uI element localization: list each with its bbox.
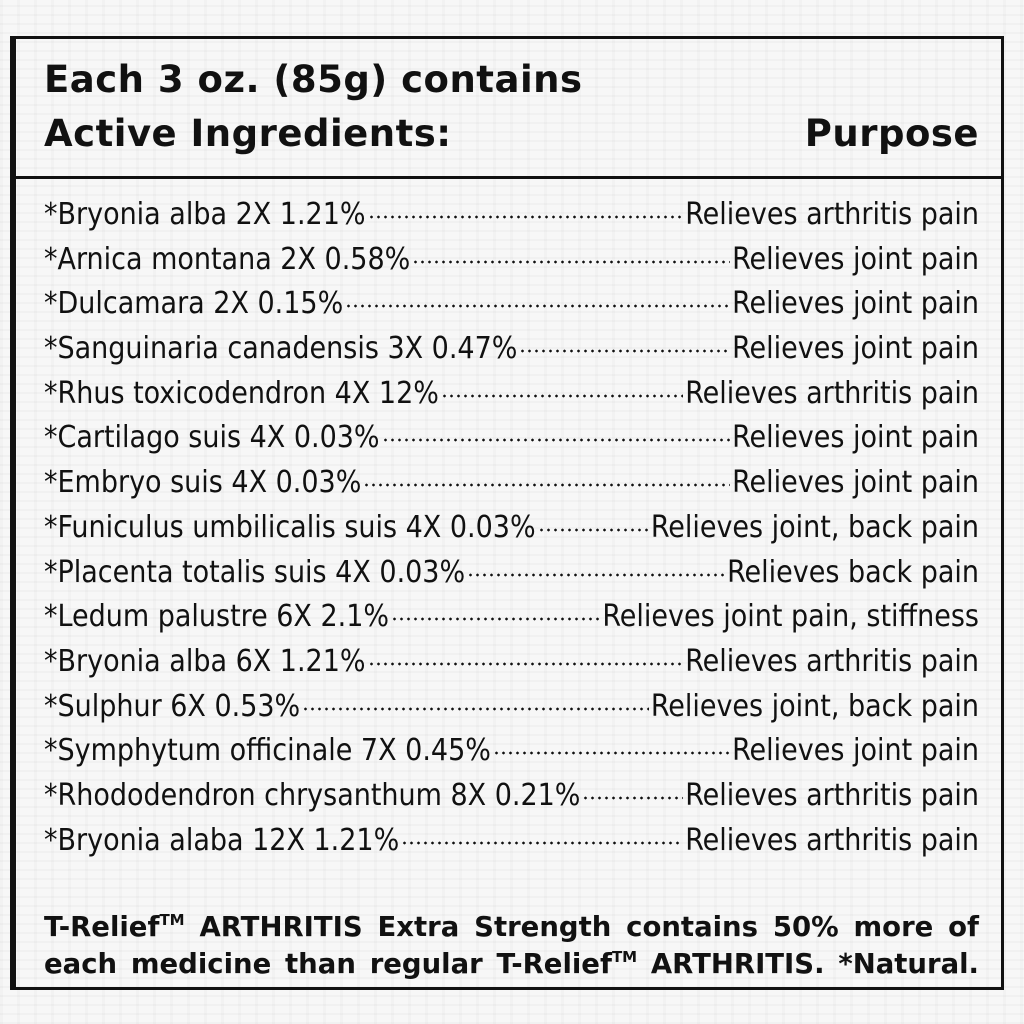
dot-leader [401,820,683,848]
dot-leader [467,552,725,580]
purpose-heading: Purpose [804,112,979,155]
ingredient-name: *Rhododendron chrysanthum 8X 0.21% [44,777,581,813]
ingredient-purpose: Relieves joint pain [732,733,979,769]
ingredient-purpose: Relieves arthritis pain [685,643,979,679]
ingredient-row [44,417,979,462]
ingredient-row [44,596,979,641]
ingredient-row [44,686,979,731]
footer-line-2: each medicine than regular T-Relief™ ARTHRITIS. *Natural. [44,948,980,981]
ingredient-name: *Funiculus umbilicalis suis 4X 0.03% [44,509,536,545]
ingredient-name: *Sulphur 6X 0.53% [44,688,301,724]
ingredient-purpose: Relieves arthritis pain [685,197,979,232]
ingredient-purpose: Relieves arthritis pain [685,822,979,858]
ingredient-name: *Bryonia alaba 12X 1.21% [44,822,400,858]
ingredient-purpose: Relieves joint, back pain [650,509,979,545]
ingredient-name: *Rhus toxicodendron 4X 12% [44,375,439,411]
ingredient-row [44,239,979,284]
ingredient-name: *Bryonia alba 2X 1.21% [44,197,366,232]
ingredient-name: *Placenta totalis suis 4X 0.03% [44,554,466,590]
dot-leader [441,373,683,401]
dot-leader [363,462,730,490]
ingredient-purpose: Relieves back pain [727,554,979,590]
ingredient-row [44,507,979,552]
ingredient-row [44,328,979,373]
ingredient-purpose: Relieves joint pain [732,420,979,456]
ingredient-name: *Sanguinaria canadensis 3X 0.47% [44,331,518,367]
ingredient-name: *Ledum palustre 6X 2.1% [44,599,390,635]
footer-note [44,909,979,984]
ingredient-purpose: Relieves joint pain, stiffness [602,599,979,635]
ingredient-row [44,775,979,820]
ingredient-row [44,820,979,865]
trademark-symbol: TM [159,911,185,929]
dot-leader [302,686,649,714]
dot-leader [345,283,730,311]
column-headings [44,112,979,155]
ingredient-name: *Dulcamara 2X 0.15% [44,286,344,322]
dot-leader [519,328,730,356]
dot-leader [368,641,684,669]
ingredient-name: *Bryonia alba 6X 1.21% [44,643,366,679]
ingredient-row [44,730,979,775]
ingredient-purpose: Relieves arthritis pain [685,375,979,411]
ingredient-row [44,194,979,239]
panel-header [16,39,1001,179]
ingredient-name: *Symphytum officinale 7X 0.45% [44,733,491,769]
ingredient-name: *Embryo suis 4X 0.03% [44,465,362,501]
ingredient-list [44,194,979,864]
ingredient-row [44,641,979,686]
dot-leader [582,775,683,803]
ingredient-purpose: Relieves joint pain [732,286,979,322]
serving-size-heading: Each 3 oz. (85g) contains [44,58,583,101]
trademark-symbol: TM [611,948,638,967]
dot-leader [382,417,731,445]
drug-facts-panel [10,36,1004,990]
ingredient-row [44,462,979,507]
footer-line-1: T-Relief™ ARTHRITIS Extra Strength contains 50% more of [44,911,979,943]
dot-leader [412,239,730,267]
dot-leader [391,596,600,624]
ingredient-row [44,373,979,418]
dot-leader [493,730,730,758]
ingredient-purpose: Relieves joint pain [732,241,979,277]
ingredient-name: *Cartilago suis 4X 0.03% [44,420,380,456]
ingredient-name: *Arnica montana 2X 0.58% [44,241,411,277]
ingredient-row [44,552,979,597]
ingredient-purpose: Relieves joint pain [732,465,979,501]
dot-leader [368,194,684,222]
ingredient-row [44,283,979,328]
ingredient-purpose: Relieves joint, back pain [650,688,979,724]
ingredient-purpose: Relieves joint pain [732,331,979,367]
ingredient-purpose: Relieves arthritis pain [685,777,979,813]
active-ingredients-heading: Active Ingredients: [44,112,452,155]
dot-leader [538,507,649,535]
